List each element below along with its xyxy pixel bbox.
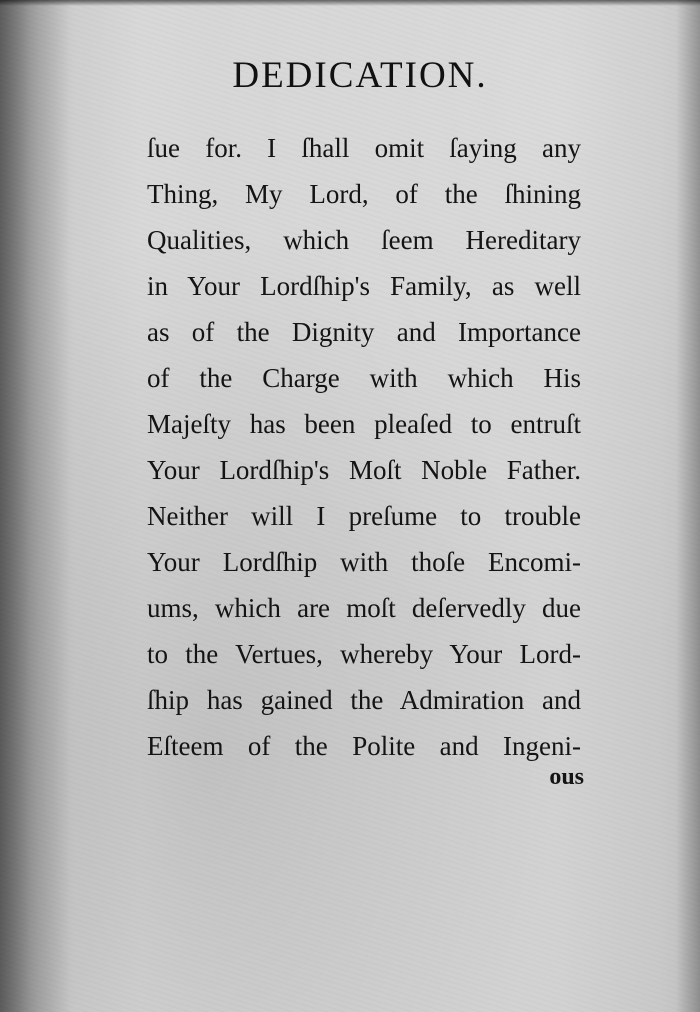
text-line: of the Charge with which His	[147, 363, 581, 393]
text-line: Your Lordſhip's Moſt Noble Father.	[147, 455, 581, 485]
text-line: to the Vertues, whereby Your Lord-	[147, 639, 581, 669]
text-line: Majeſty has been pleaſed to entruſt	[147, 409, 581, 439]
text-line: Your Lordſhip with thoſe Encomi-	[147, 547, 581, 577]
text-line: as of the Dignity and Importance	[147, 317, 581, 347]
text-line: ſhip has gained the Admiration and	[147, 685, 581, 715]
text-line: Thing, My Lord, of the ſhining	[147, 179, 581, 209]
text-line: Qualities, which ſeem Hereditary	[147, 225, 581, 255]
catchword: ous	[549, 764, 584, 790]
text-line: ums, which are moſt deſervedly due	[147, 593, 581, 623]
running-head: DEDICATION.	[232, 55, 488, 96]
text-line: Eſteem of the Polite and Ingeni-	[147, 731, 581, 761]
body-text	[147, 125, 581, 769]
text-line: Neither will I preſume to trouble	[147, 501, 581, 531]
text-line: ſue for. I ſhall omit ſaying any	[147, 133, 581, 163]
text-line: in Your Lordſhip's Family, as well	[147, 271, 581, 301]
